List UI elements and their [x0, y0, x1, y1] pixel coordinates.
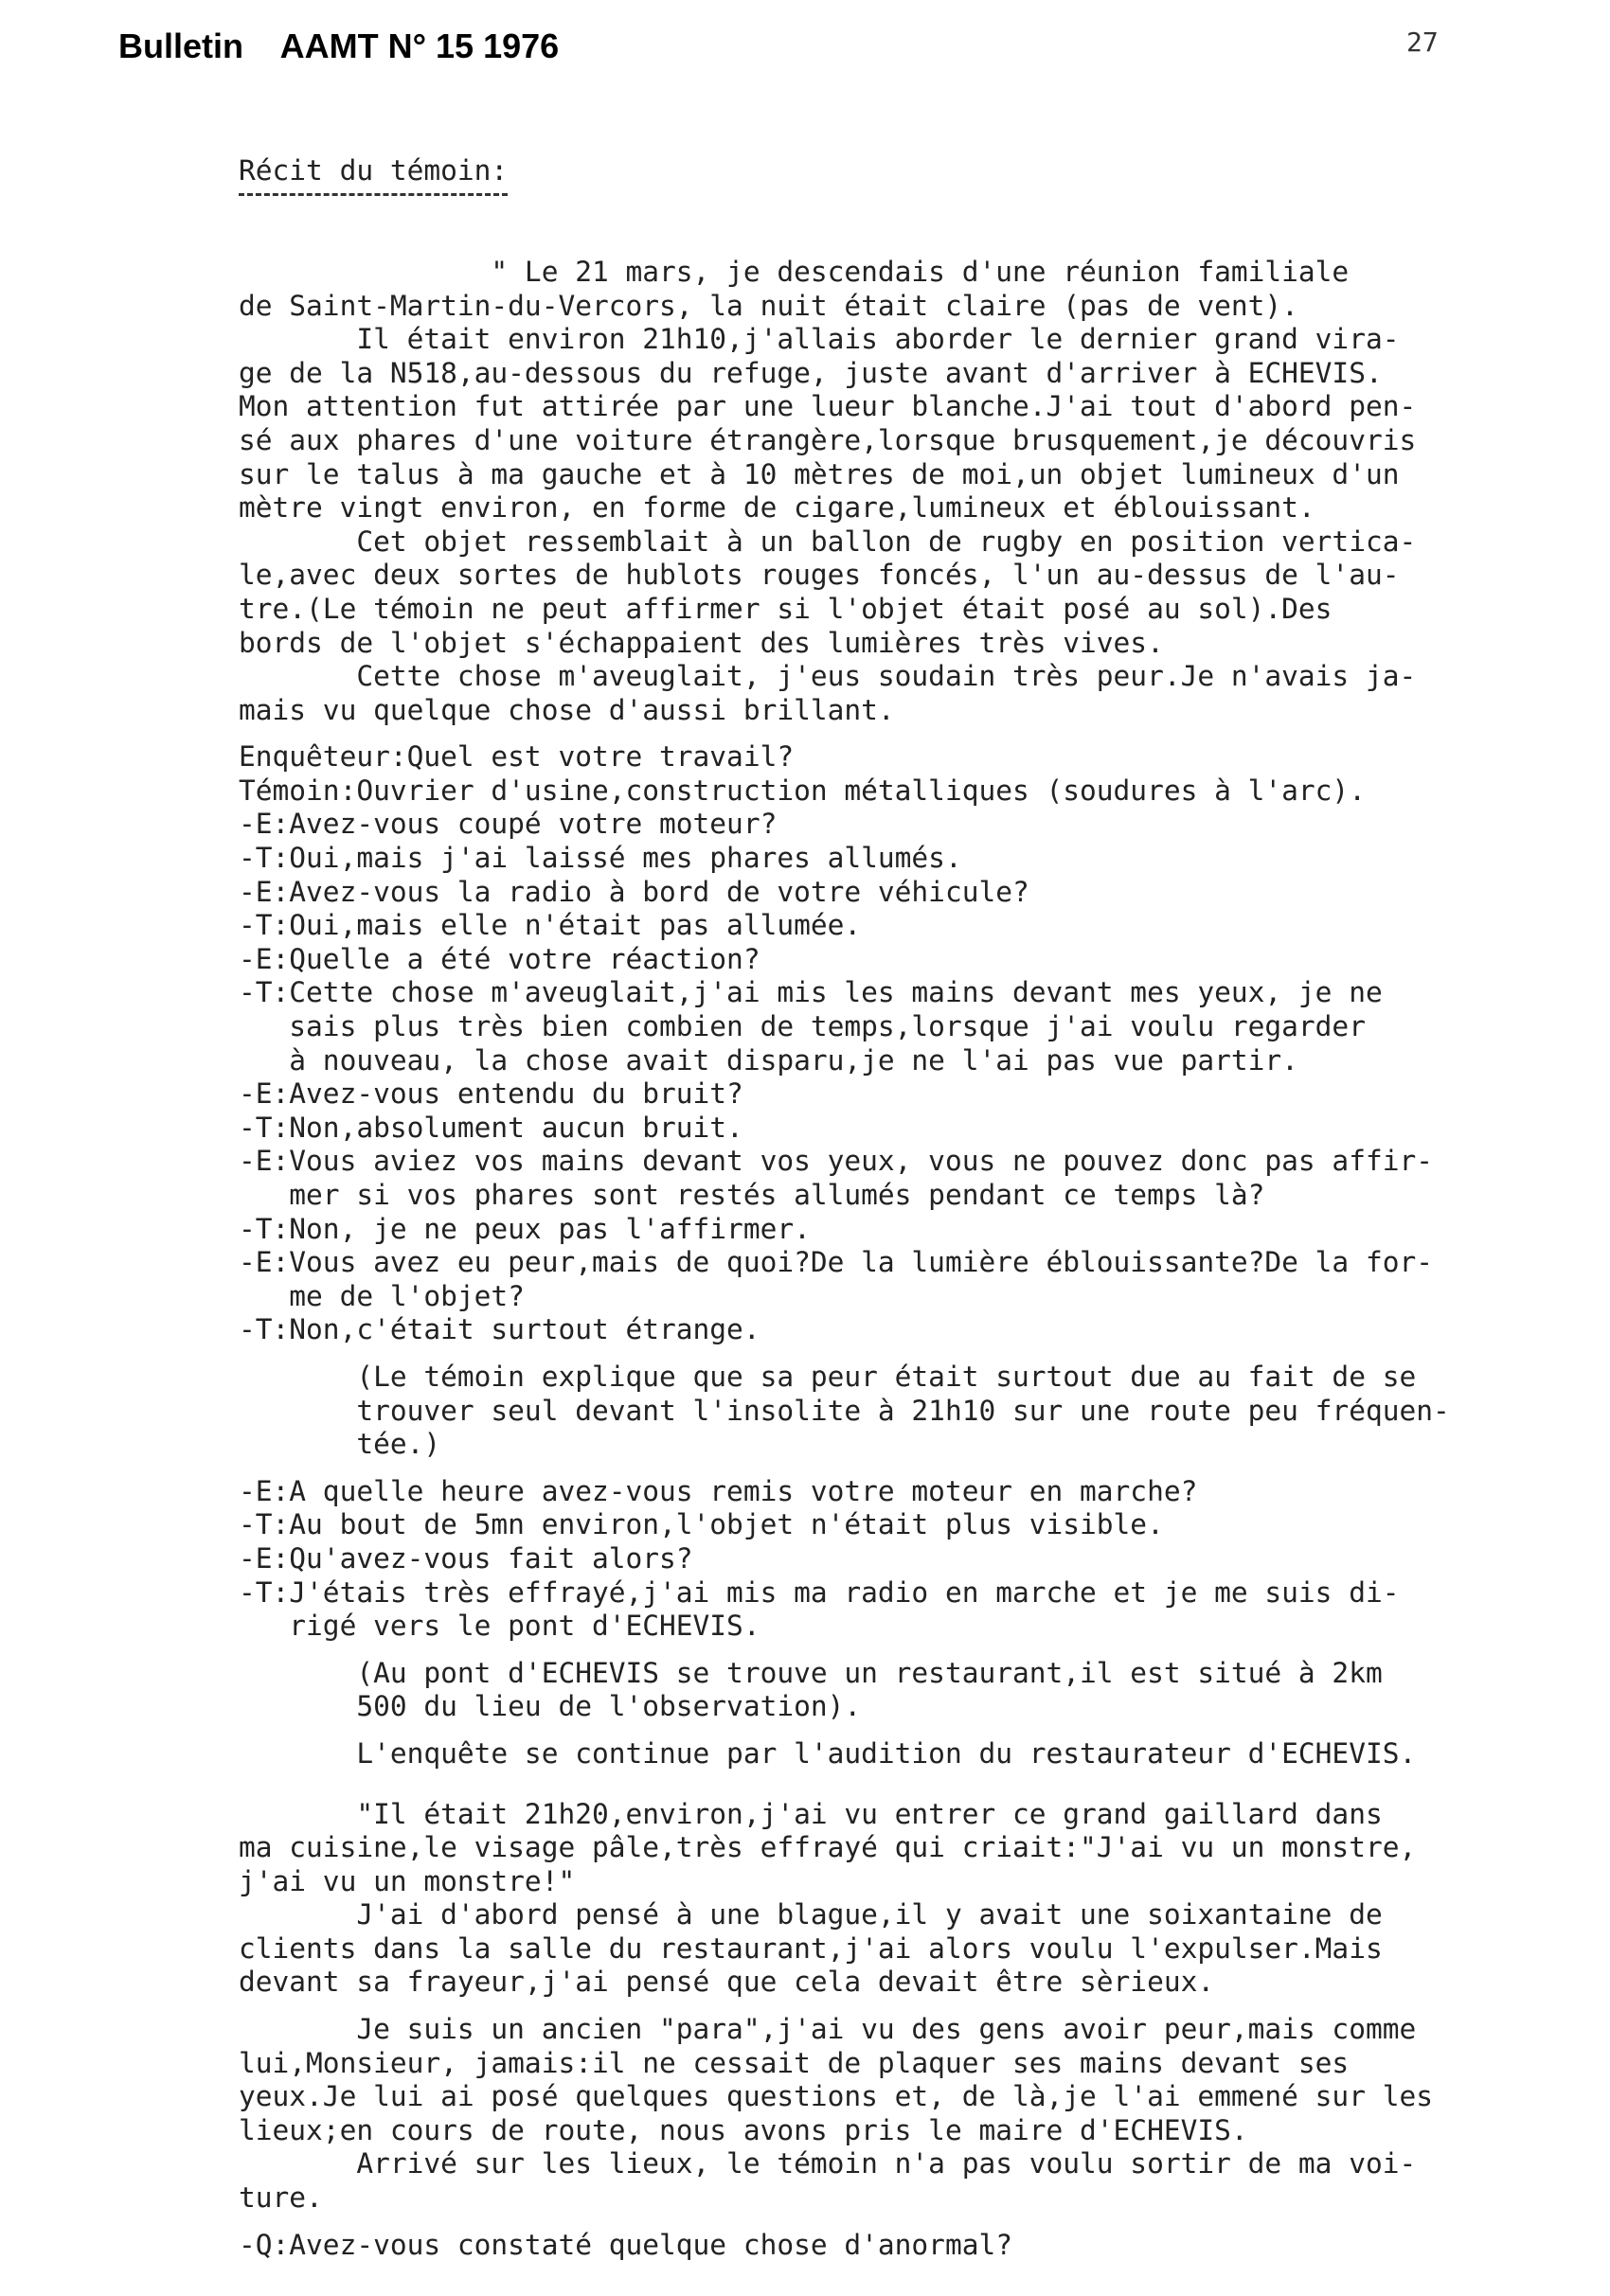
text-line: -T:Non,absolument aucun bruit.	[239, 1111, 743, 1144]
text-line: " Le 21 mars, je descendais d'une réunion familiale	[239, 255, 1350, 288]
text-line: -T:J'étais très effrayé,j'ai mis ma radio en marche et je me suis di-	[239, 1575, 1400, 1609]
blank-line	[239, 1785, 1565, 1798]
text-line: à nouveau, la chose avait disparu,je ne l'ai pas vue partir.	[239, 1043, 1298, 1077]
blank-line	[239, 2216, 1565, 2229]
blank-line	[239, 1462, 1565, 1475]
text-line: lui,Monsieur, jamais:il ne cessait de plaquer ses mains devant ses	[239, 2046, 1350, 2079]
text-line: le,avec deux sortes de hublots rouges foncés, l'un au-dessus de l'au-	[239, 559, 1400, 592]
blank-line	[239, 1771, 1565, 1785]
text-line: -E:Vous aviez vos mains devant vos yeux, vous ne pouvez donc pas affir-	[239, 1145, 1433, 1178]
text-line: ma cuisine,le visage pâle,très effrayé qui criait:"J'ai vu un monstre,	[239, 1831, 1417, 1864]
text-line: -E:Avez-vous la radio à bord de votre véhicule?	[239, 875, 1029, 908]
text-line: (Au pont d'ECHEVIS se trouve un restaurant,il est situé à 2km	[239, 1656, 1383, 1689]
text-line: sais plus très bien combien de temps,lorsque j'ai voulu regarder	[239, 1010, 1366, 1043]
text-line: lieux;en cours de route, nous avons pris le maire d'ECHEVIS.	[239, 2113, 1248, 2146]
page-number: 27	[1406, 27, 1439, 58]
bulletin-title: Bulletin AAMT N° 15 1976	[118, 27, 560, 65]
blank-line	[239, 1644, 1565, 1657]
text-line: mais vu quelque chose d'aussi brillant.	[239, 693, 895, 726]
text-line: yeux.Je lui ai posé quelques questions et, de là,je l'ai emmené sur les	[239, 2080, 1433, 2113]
text-line: -T:Oui,mais elle n'était pas allumée.	[239, 909, 862, 942]
text-line: mètre vingt environ, en forme de cigare,lumineux et éblouissant.	[239, 491, 1315, 525]
text-line: Mon attention fut attirée par une lueur blanche.J'ai tout d'abord pen-	[239, 390, 1417, 423]
text-line: me de l'objet?	[239, 1279, 525, 1312]
text-line: -E:Avez-vous entendu du bruit?	[239, 1077, 743, 1111]
text-line: -E:Avez-vous coupé votre moteur?	[239, 808, 778, 841]
text-line: -T:Oui,mais j'ai laissé mes phares allumés.	[239, 842, 962, 875]
text-line: -T:Non, je ne peux pas l'affirmer.	[239, 1212, 811, 1245]
text-line: -T:Non,c'était surtout étrange.	[239, 1313, 760, 1346]
text-line: Arrivé sur les lieux, le témoin n'a pas voulu sortir de ma voi-	[239, 2147, 1417, 2180]
text-line: Témoin:Ouvrier d'usine,construction métalliques (soudures à l'arc).	[239, 774, 1366, 807]
text-line: ge de la N518,au-dessous du refuge, juste avant d'arriver à ECHEVIS.	[239, 356, 1383, 389]
blank-line	[239, 2000, 1565, 2013]
text-lines	[239, 256, 1565, 2262]
text-line: -E:Vous avez eu peur,mais de quoi?De la lumière éblouissante?De la for-	[239, 1246, 1433, 1279]
text-line: tée.)	[239, 1428, 441, 1461]
text-line: devant sa frayeur,j'ai pensé que cela devait être sèrieux.	[239, 1966, 1215, 1999]
text-line: -E:Qu'avez-vous fait alors?	[239, 1541, 693, 1575]
text-line: Cet objet ressemblait à un ballon de rugby en position vertica-	[239, 525, 1417, 558]
blank-line	[239, 1347, 1565, 1361]
text-line: trouver seul devant l'insolite à 21h10 sur une route peu fréquen-	[239, 1394, 1450, 1427]
text-line: J'ai d'abord pensé à une blague,il y avait une soixantaine de	[239, 1898, 1383, 1931]
section-heading: Récit du témoin:	[239, 154, 509, 187]
text-line: -T:Cette chose m'aveuglait,j'ai mis les mains devant mes yeux, je ne	[239, 976, 1383, 1009]
text-line: 500 du lieu de l'observation).	[239, 1690, 862, 1723]
text-line: ture.	[239, 2181, 323, 2215]
blank-line	[239, 1724, 1565, 1737]
text-line: "Il était 21h20,environ,j'ai vu entrer ce grand gaillard dans	[239, 1797, 1383, 1830]
blank-line	[239, 727, 1565, 740]
text-line: rigé vers le pont d'ECHEVIS.	[239, 1610, 760, 1643]
document-body	[239, 87, 1565, 2296]
text-line: (Le témoin explique que sa peur était surtout due au fait de se	[239, 1360, 1417, 1393]
text-line: mer si vos phares sont restés allumés pendant ce temps là?	[239, 1179, 1265, 1211]
text-line: Il était environ 21h10,j'allais aborder le dernier grand vira-	[239, 323, 1400, 356]
text-line: Enquêteur:Quel est votre travail?	[239, 740, 795, 774]
text-line: L'enquête se continue par l'audition du restaurateur d'ECHEVIS.	[239, 1736, 1417, 1770]
text-line: Je suis un ancien "para",j'ai vu des gens avoir peur,mais comme	[239, 2013, 1417, 2046]
text-line: j'ai vu un monstre!"	[239, 1864, 576, 1897]
text-line: -E:A quelle heure avez-vous remis votre moteur en marche?	[239, 1474, 1198, 1507]
text-line: -Q:Avez-vous constaté quelque chose d'anormal?	[239, 2228, 1012, 2261]
text-line: -E:Quelle a été votre réaction?	[239, 942, 760, 975]
text-line: sur le talus à ma gauche et à 10 mètres de moi,un objet lumineux d'un	[239, 457, 1400, 490]
text-line: de Saint-Martin-du-Vercors, la nuit était claire (pas de vent).	[239, 289, 1298, 322]
text-line: Cette chose m'aveuglait, j'eus soudain très peur.Je n'avais ja-	[239, 660, 1417, 693]
text-line: bords de l'objet s'échappaient des lumières très vives.	[239, 626, 1164, 659]
text-line: sé aux phares d'une voiture étrangère,lorsque brusquement,je découvris	[239, 423, 1417, 456]
section-heading-line	[239, 154, 1565, 188]
text-line: -T:Au bout de 5mn environ,l'objet n'était plus visible.	[239, 1508, 1164, 1541]
text-line: clients dans la salle du restaurant,j'ai alors voulu l'expulser.Mais	[239, 1931, 1383, 1965]
text-line: tre.(Le témoin ne peut affirmer si l'objet était posé au sol).Des	[239, 592, 1333, 625]
